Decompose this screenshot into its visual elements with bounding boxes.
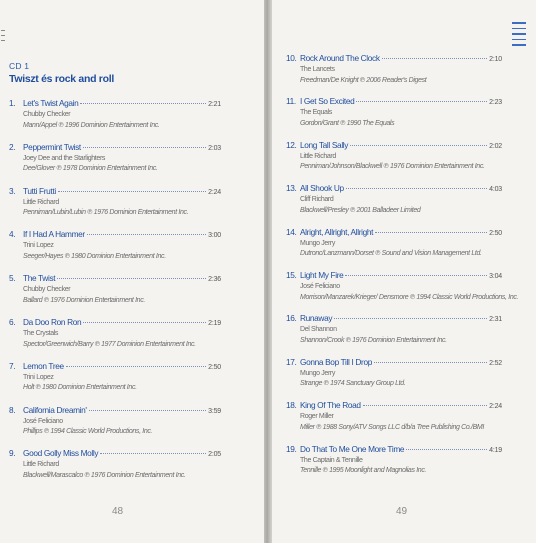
track-title: Light My Fire	[300, 270, 344, 280]
track-duration: 2:50	[489, 229, 502, 237]
track-title: Alright, Allright, Allright	[300, 226, 374, 237]
track-entry	[286, 313, 502, 346]
track-entry	[9, 186, 221, 219]
track-entry	[9, 98, 221, 131]
dot-leader	[57, 278, 206, 279]
track-title: Long Tall Sally	[300, 139, 349, 150]
dot-leader	[87, 234, 206, 235]
track-publisher: Blackwell/Marascalco ℗ 1976 Dominion Entertainment Inc.	[23, 471, 186, 479]
track-artist: Chubby Checker	[23, 111, 71, 118]
track-publisher: Seeger/Hayes ℗ 1980 Dominion Entertainment Inc.	[23, 252, 166, 260]
track-row	[286, 183, 502, 195]
list-lines-icon	[512, 22, 526, 50]
track-entry	[9, 229, 221, 262]
track-entry	[9, 317, 221, 350]
track-publisher: Tennille ℗ 1995 Moonlight and Magnolias Inc.	[300, 467, 427, 475]
track-row	[286, 400, 502, 412]
track-duration: 2:19	[208, 320, 221, 327]
track-number: 13.	[286, 183, 297, 194]
track-title: Lemon Tree	[23, 360, 64, 371]
track-number: 16.	[286, 313, 297, 324]
track-title: Rock Around The Clock	[300, 53, 380, 63]
track-duration: 2:05	[208, 451, 221, 459]
track-artist: Trini Lopez	[23, 242, 54, 250]
track-duration: 2:21	[208, 101, 221, 108]
track-entry	[9, 405, 221, 438]
track-entry	[286, 227, 502, 260]
dot-leader	[350, 145, 487, 146]
dot-leader	[83, 147, 206, 148]
dot-leader	[100, 453, 206, 454]
track-row	[286, 270, 502, 282]
track-duration: 4:03	[489, 186, 502, 194]
track-row	[9, 186, 221, 198]
page-number-left: 48	[112, 506, 124, 517]
track-row	[286, 140, 502, 152]
track-entry	[9, 273, 221, 306]
track-row	[286, 357, 502, 369]
track-duration: 2:31	[489, 316, 502, 324]
track-row	[9, 142, 221, 154]
track-row	[9, 317, 221, 329]
track-title: Peppermint Twist	[23, 141, 81, 152]
track-artist: José Feliciano	[300, 283, 340, 290]
track-duration: 2:24	[208, 188, 221, 196]
track-number: 18.	[286, 400, 297, 411]
cd-label: CD 1	[9, 61, 30, 71]
track-publisher: Phillips ℗ 1994 Classic World Productions, Inc.	[23, 428, 153, 436]
dot-leader	[334, 318, 487, 319]
track-entry	[286, 357, 502, 390]
track-row	[9, 98, 221, 110]
dot-leader	[346, 188, 487, 189]
track-entry	[286, 96, 502, 129]
track-entry	[9, 448, 221, 481]
crop-marks	[1, 30, 6, 45]
dot-leader	[363, 405, 488, 406]
track-publisher: Strange ℗ 1974 Sanctuary Group Ltd.	[300, 380, 406, 388]
track-row	[286, 96, 502, 108]
dot-leader	[356, 101, 487, 102]
track-publisher: Shannon/Crook ℗ 1976 Dominion Entertainment Inc.	[300, 336, 447, 344]
track-publisher: Penniman/Johnson/Blackwell ℗ 1976 Dominion Entertainment Inc.	[300, 163, 485, 171]
track-duration: 2:36	[208, 276, 221, 284]
track-number: 10.	[286, 53, 297, 63]
track-duration: 2:52	[489, 359, 502, 367]
track-publisher: Freedman/De Knight ℗ 2006 Reader's Digest	[300, 76, 427, 84]
track-title: Gonna Bop Till I Drop	[300, 356, 372, 367]
track-title: California Dreamin'	[23, 404, 87, 415]
track-artist: Mungo Jerry	[300, 239, 336, 247]
track-number: 12.	[286, 139, 297, 150]
dot-leader	[80, 103, 206, 104]
track-publisher: Penniman/Lubin/Lubin ℗ 1976 Dominion Entertainment Inc.	[23, 209, 189, 217]
track-number: 17.	[286, 356, 297, 367]
track-number: 19.	[286, 443, 297, 454]
track-title: All Shook Up	[300, 183, 344, 194]
track-publisher: Dee/Glover ℗ 1978 Dominion Entertainment Inc.	[23, 165, 158, 173]
track-number: 9.	[9, 448, 16, 459]
track-entry	[286, 183, 502, 216]
track-entry	[286, 444, 502, 477]
track-title: King Of The Road	[300, 400, 361, 411]
dot-leader	[382, 58, 488, 59]
track-publisher: Gordon/Grant ℗ 1990 The Equals	[300, 119, 395, 127]
track-publisher: Miller ℗ 1988 Sony/ATV Songs LLC d/b/a Tree Publishing Co./BMI	[300, 423, 484, 431]
right-page	[272, 0, 536, 543]
track-entry	[286, 270, 519, 303]
dot-leader	[345, 275, 487, 276]
track-title: Good Golly Miss Molly	[23, 448, 99, 459]
track-title: The Twist	[23, 273, 56, 284]
dot-leader	[66, 366, 206, 367]
track-number: 7.	[9, 360, 16, 371]
track-publisher: Mann/Appel ℗ 1996 Dominion Entertainment Inc.	[23, 121, 160, 129]
track-number: 11.	[286, 96, 296, 107]
track-row	[9, 361, 221, 373]
dot-leader	[374, 362, 487, 363]
track-row	[9, 273, 221, 285]
dot-leader	[58, 191, 206, 192]
track-entry	[286, 400, 502, 433]
track-artist: Cliff Richard	[300, 196, 334, 204]
track-artist: The Captain & Tennille	[300, 456, 363, 464]
dot-leader	[83, 322, 206, 323]
track-title: Runaway	[300, 313, 333, 324]
track-row	[286, 313, 502, 325]
track-entry	[286, 140, 502, 173]
track-artist: The Equals	[300, 109, 332, 117]
dot-leader	[375, 232, 487, 233]
track-title: Da Doo Ron Ron	[23, 317, 82, 327]
track-publisher: Blackwell/Presley ℗ 2001 Balladeer Limited	[300, 206, 421, 214]
track-duration: 2:02	[489, 142, 502, 150]
left-page	[0, 0, 264, 543]
track-publisher: Ballard ℗ 1976 Dominion Entertainment Inc.	[23, 296, 145, 304]
track-publisher: Spector/Greenwich/Barry ℗ 1977 Dominion Entertainment Inc.	[23, 340, 196, 348]
track-title: Let's Twist Again	[23, 98, 79, 108]
track-duration: 3:59	[208, 407, 221, 415]
track-title: If I Had A Hammer	[23, 229, 85, 240]
track-number: 15.	[286, 270, 297, 280]
track-row	[286, 444, 502, 456]
track-artist: Del Shannon	[300, 326, 337, 334]
track-title: Tutti Frutti	[23, 185, 56, 196]
track-publisher: Holt ℗ 1980 Dominion Entertainment Inc.	[23, 384, 137, 392]
track-duration: 2:10	[489, 56, 502, 63]
track-artist: The Lancets	[300, 66, 335, 73]
track-number: 6.	[9, 317, 16, 327]
track-artist: The Crystals	[23, 330, 59, 337]
track-row	[9, 405, 221, 417]
track-row	[286, 53, 502, 65]
track-title: Do That To Me One More Time	[300, 443, 405, 454]
dot-leader	[406, 449, 487, 450]
track-publisher: Dutronc/Lanzmann/Dorset ℗ Sound and Vision Management Ltd.	[300, 250, 482, 258]
track-number: 14.	[286, 226, 297, 237]
track-artist: Trini Lopez	[23, 373, 54, 381]
page-number-right: 49	[396, 506, 408, 517]
track-artist: José Feliciano	[23, 417, 63, 425]
track-entry	[286, 53, 502, 86]
track-row	[286, 227, 502, 239]
track-number: 1.	[9, 98, 16, 108]
track-title: I Get So Excited	[300, 96, 355, 107]
track-duration: 2:03	[208, 144, 221, 152]
track-artist: Roger Miller	[300, 413, 334, 421]
track-duration: 3:00	[208, 232, 221, 240]
track-artist: Joey Dee and the Starlighters	[23, 154, 106, 162]
track-row	[9, 229, 221, 241]
track-artist: Mungo Jerry	[300, 369, 336, 377]
track-duration: 4:19	[489, 446, 502, 454]
track-entry	[9, 142, 221, 175]
dot-leader	[89, 410, 207, 411]
track-row	[9, 448, 221, 460]
track-number: 4.	[9, 229, 16, 240]
track-publisher: Morrison/Manzarek/Krieger/ Densmore ℗ 1994 Classic World Productions, Inc.	[300, 293, 519, 301]
track-number: 3.	[9, 185, 16, 196]
track-artist: Little Richard	[23, 198, 59, 206]
track-artist: Little Richard	[23, 461, 59, 469]
track-duration: 2:24	[489, 403, 502, 411]
track-duration: 3:04	[489, 273, 502, 280]
track-artist: Chubby Checker	[23, 286, 71, 294]
track-number: 8.	[9, 404, 16, 415]
track-entry	[9, 361, 221, 394]
track-duration: 2:50	[208, 363, 221, 371]
track-number: 5.	[9, 273, 16, 284]
cd-title: Twiszt és rock and roll	[9, 73, 114, 85]
track-duration: 2:23	[489, 99, 502, 107]
track-number: 2.	[9, 141, 16, 152]
track-artist: Little Richard	[300, 152, 336, 160]
